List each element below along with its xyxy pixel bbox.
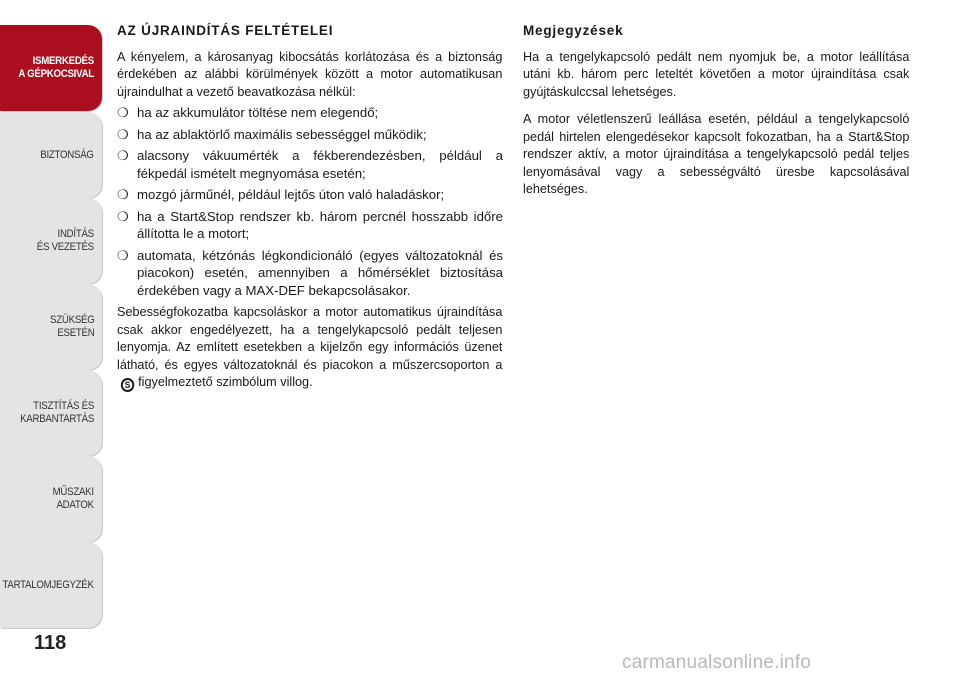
tab-label: SZÜKSÉG ESETÉN (49, 314, 94, 339)
list-item-text: mozgó járműnél, például lejtős úton való haladáskor; (137, 187, 445, 202)
page-number: 118 (34, 632, 67, 654)
circle-bullet-icon: ❍ (117, 208, 129, 224)
tab-ismerkedes[interactable] (0, 25, 102, 111)
intro-paragraph: A kényelem, a károsanyag kibocsátás korlátozása és a biztonság érdekében az alábbi körülmények között a motor automatikusan újraindulhat a vezető beavatkozása nélkül: (117, 48, 503, 99)
list-item (117, 186, 503, 204)
list-item-text: automata, kétzónás légkondicionáló (egyes változatoknál és piacokon) esetén, amennyiben a hőmérséklet biztosítása érdekében vagy a MAX-DEF bekapcsolásakor. (137, 247, 503, 298)
circle-bullet-icon: ❍ (117, 187, 129, 202)
list-item (117, 126, 503, 144)
list-item-text: ha az akkumulátor töltése nem elegendő; (137, 105, 379, 120)
circle-bullet-icon: ❍ (117, 105, 129, 120)
list-item-text: ha a Start&Stop rendszer kb. három percnél hosszabb időre állította le a motort; (137, 208, 503, 241)
list-item-text: ha az ablaktörlő maximális sebességgel működik; (137, 126, 427, 142)
watermark: carmanualsonline.info (622, 652, 812, 673)
tab-inditas[interactable] (0, 198, 102, 284)
closing-text: Sebességfokozatba kapcsoláskor a motor automatikus újraindítása csak akkor engedélyezett, ha a tengelykapcsoló pedált teljesen lenyomja. Az említett esetekben a kijelzőn egy információs üzenet látható, és egyes változatoknál és piacokon a műszercsoporton a (117, 304, 503, 372)
closing-paragraph (117, 303, 502, 392)
list-item (117, 208, 503, 243)
tab-tartalomjegyzek[interactable] (0, 542, 102, 628)
tab-muszaki[interactable] (0, 456, 102, 542)
list-item (117, 104, 503, 122)
condition-list (117, 104, 503, 299)
tab-label: TISZTÍTÁS ÉS KARBANTARTÁS (20, 400, 94, 425)
list-item (117, 147, 503, 182)
notes-heading: Megjegyzések (523, 23, 624, 38)
tab-biztonsag[interactable] (0, 112, 102, 198)
left-column (117, 22, 503, 396)
start-stop-warning-icon: S (121, 378, 134, 392)
tab-label: BIZTONSÁG (40, 148, 94, 161)
tab-tisztitas[interactable] (0, 370, 102, 456)
list-item-text: alacsony vákuumérték a fékberendezésben, például a fékpedál ismételt megnyomása esetén; (137, 148, 503, 181)
circle-bullet-icon: ❍ (117, 126, 129, 142)
tab-szukseg[interactable] (0, 284, 102, 370)
right-column (523, 22, 910, 202)
notes-paragraph: A motor véletlenszerű leállása esetén, például a tengelykapcsoló pedál hirtelen elengedésekor kapcsolt fokozatban, ha a Start&Stop rendszer aktív, a motor újraindítása a tengelykapcsoló pedál teljes lenyomásával vagy a sebességváltó üresbe kapcsolásával lehetséges. (523, 111, 910, 196)
closing-text-end: figyelmeztető szimbólum villog. (138, 374, 313, 389)
circle-bullet-icon: ❍ (117, 247, 129, 263)
circle-bullet-icon: ❍ (117, 148, 129, 163)
section-heading: AZ ÚJRAINDÍTÁS FELTÉTELEI (117, 23, 334, 38)
tab-label: TARTALOMJEGYZÉK (2, 578, 94, 591)
notes-paragraph: Ha a tengelykapcsoló pedált nem nyomjuk be, a motor leállítása utáni kb. három perc leteltét követően a motor újraindítása csak gyújtáskulccsal lehetséges. (523, 48, 910, 99)
tab-label: ISMERKEDÉS A GÉPKOCSIVAL (18, 55, 94, 80)
list-item (117, 247, 503, 300)
tab-label: MŰSZAKI ADATOK (52, 486, 94, 511)
tab-label: INDÍTÁS ÉS VEZETÉS (36, 228, 94, 253)
